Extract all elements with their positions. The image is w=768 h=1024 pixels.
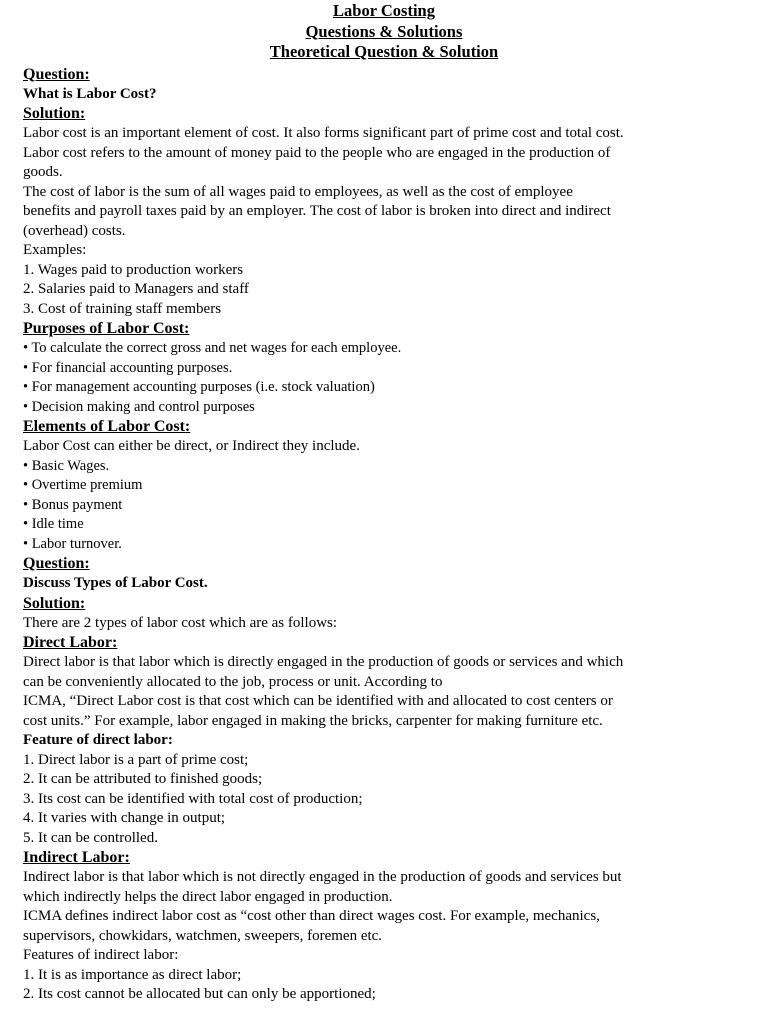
bullet-item: • Overtime premium <box>23 477 143 493</box>
bullet-item: • Idle time <box>23 516 84 532</box>
paragraph-line: goods. <box>23 164 63 180</box>
paragraph-line: 1. Direct labor is a part of prime cost; <box>23 751 249 768</box>
paragraph-line: Indirect labor is that labor which is not directly engaged in the production of goods and services but <box>23 869 622 885</box>
paragraph-line: 3. Its cost can be identified with total cost of production; <box>23 790 363 807</box>
document-body <box>23 65 745 1005</box>
section-heading: Direct Labor: <box>23 634 118 651</box>
bullet-item: • For financial accounting purposes. <box>23 359 233 376</box>
paragraph-line: 1. It is as importance as direct labor; <box>23 966 242 983</box>
paragraph-line: 2. It can be attributed to finished goods; <box>23 771 263 787</box>
paragraph-line: Features of indirect labor: <box>23 947 179 963</box>
paragraph-line: (overhead) costs. <box>23 222 126 239</box>
bullet-item: • Bonus payment <box>23 496 123 513</box>
section-heading: Purposes of Labor Cost: <box>23 320 190 337</box>
bullet-item: • To calculate the correct gross and net wages for each employee. <box>23 340 402 356</box>
paragraph-line: ICMA, “Direct Labor cost is that cost which can be identified with and allocated to cost centers or <box>23 693 613 709</box>
bullet-item: • Labor turnover. <box>23 535 122 552</box>
section-heading: Solution: <box>23 105 86 122</box>
paragraph-line: ICMA defines indirect labor cost as “cost other than direct wages cost. For example, mechanics, <box>23 908 600 924</box>
section-heading: Question: <box>23 555 90 572</box>
paragraph-line: The cost of labor is the sum of all wages paid to employees, as well as the cost of employee <box>23 183 573 200</box>
paragraph-line: Examples: <box>23 242 87 258</box>
paragraph-line: which indirectly helps the direct labor engaged in production. <box>23 888 393 905</box>
section-heading: Question: <box>23 65 90 83</box>
paragraph-line: supervisors, chowkidars, watchmen, sweepers, foremen etc. <box>23 927 383 944</box>
question-text: What is Labor Cost? <box>23 85 157 102</box>
paragraph-line: 2. Its cost cannot be allocated but can only be apportioned; <box>23 986 376 1002</box>
main-title: Labor Costing <box>333 1 435 20</box>
subtitle: Questions & Solutions <box>305 21 463 41</box>
paragraph-line: 4. It varies with change in output; <box>23 810 226 826</box>
section-heading: Elements of Labor Cost: <box>23 418 191 435</box>
paragraph-line: There are 2 types of labor cost which are as follows: <box>23 614 338 631</box>
document-titles <box>23 0 745 63</box>
paragraph-line: Labor cost is an important element of cost. It also forms significant part of prime cost and total cost. <box>23 125 624 141</box>
bullet-item: • For management accounting purposes (i.e. stock valuation) <box>23 379 375 395</box>
paragraph-line: 5. It can be controlled. <box>23 829 158 846</box>
paragraph-line: Direct labor is that labor which is directly engaged in the production of goods or services and which <box>23 654 624 670</box>
paragraph-line: Labor cost refers to the amount of money paid to the people who are engaged in the production of <box>23 144 611 161</box>
question-text: Discuss Types of Labor Cost. <box>23 575 208 591</box>
subheading: Feature of direct labor: <box>23 732 173 748</box>
paragraph-line: cost units.” For example, labor engaged in making the bricks, carpenter for making furniture etc. <box>23 712 603 729</box>
paragraph-line: can be conveniently allocated to the job, process or unit. According to <box>23 673 443 690</box>
paragraph-line: 1. Wages paid to production workers <box>23 261 244 278</box>
bullet-item: • Decision making and control purposes <box>23 398 255 415</box>
paragraph-line: 2. Salaries paid to Managers and staff <box>23 281 249 297</box>
paragraph-line: benefits and payroll taxes paid by an employer. The cost of labor is broken into direct and indirect <box>23 203 611 219</box>
section-heading: Solution: <box>23 594 86 612</box>
paragraph-line: Labor Cost can either be direct, or Indirect they include. <box>23 438 360 454</box>
bullet-item: • Basic Wages. <box>23 457 110 474</box>
section-heading: Indirect Labor: <box>23 849 130 866</box>
paragraph-line: 3. Cost of training staff members <box>23 300 222 317</box>
section-title: Theoretical Question & Solution <box>269 42 499 61</box>
